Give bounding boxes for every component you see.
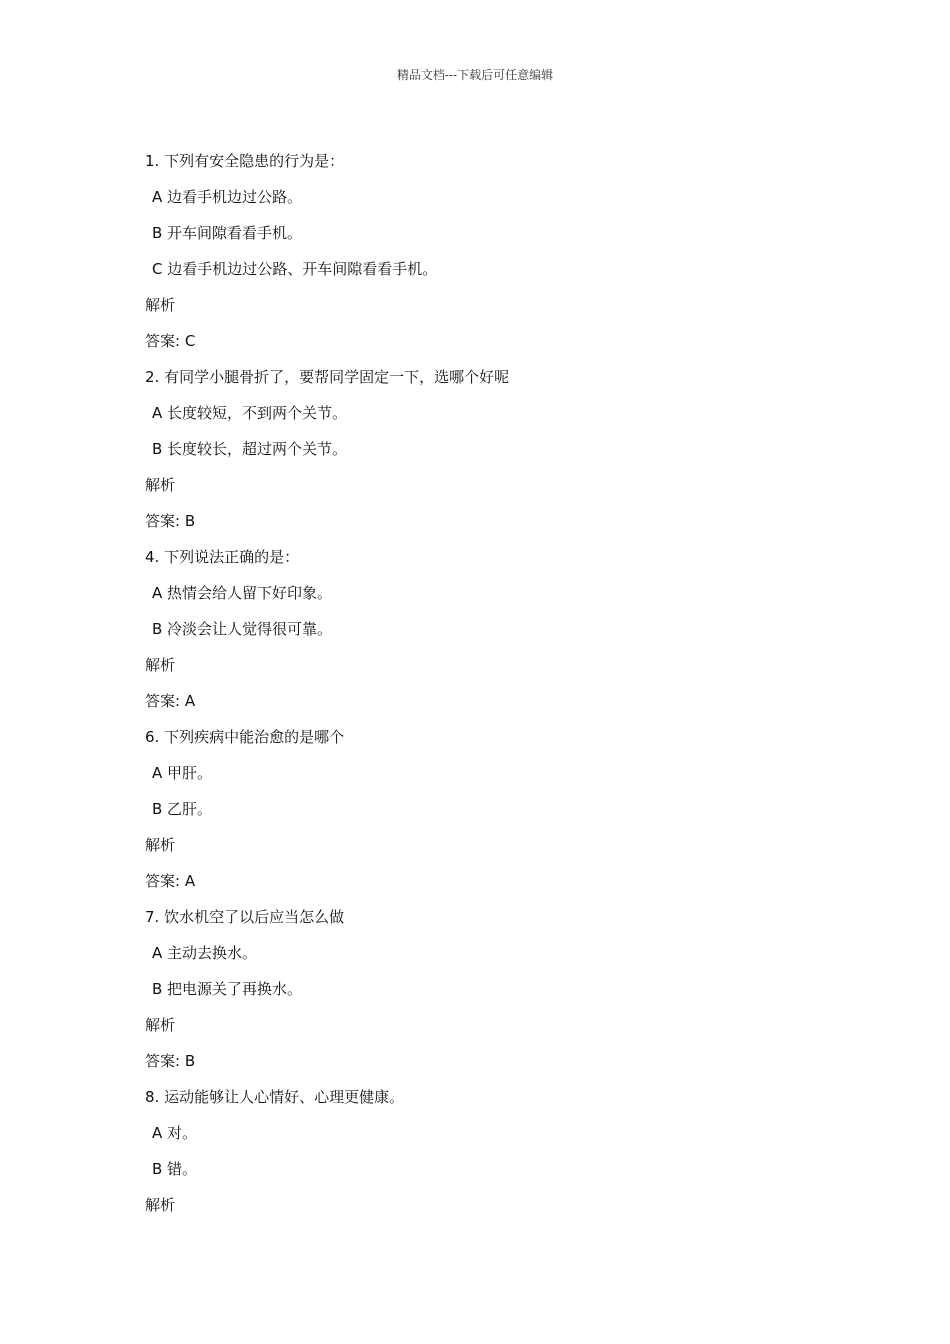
analysis-label: 解析	[145, 1016, 176, 1034]
question-text: 2. 有同学小腿骨折了，要帮同学固定一下，选哪个好呢	[145, 368, 510, 386]
option-a: A 边看手机边过公路。	[152, 188, 303, 206]
option-c: C 边看手机边过公路、开车间隙看看手机。	[152, 260, 438, 278]
option-b: B 把电源关了再换水。	[152, 980, 303, 998]
analysis-label: 解析	[145, 836, 176, 854]
option-a: A 对。	[152, 1124, 198, 1142]
option-b: B 乙肝。	[152, 800, 213, 818]
option-a: A 甲肝。	[152, 764, 213, 782]
question-text: 8. 运动能够让人心情好、心理更健康。	[145, 1088, 405, 1106]
analysis-label: 解析	[145, 476, 176, 494]
answer-text: 答案: B	[145, 512, 196, 530]
question-list	[145, 143, 845, 1223]
question-text: 7. 饮水机空了以后应当怎么做	[145, 908, 345, 926]
analysis-label: 解析	[145, 1196, 176, 1214]
option-a: A 主动去换水。	[152, 944, 258, 962]
option-b: B 开车间隙看看手机。	[152, 224, 303, 242]
answer-text: 答案: B	[145, 1052, 196, 1070]
question-text: 4. 下列说法正确的是：	[145, 548, 300, 566]
option-b: B 长度较长，超过两个关节。	[152, 440, 348, 458]
answer-text: 答案: A	[145, 692, 196, 710]
analysis-label: 解析	[145, 296, 176, 314]
option-b: B 冷淡会让人觉得很可靠。	[152, 620, 333, 638]
question-text: 1. 下列有安全隐患的行为是：	[145, 152, 345, 170]
page-header: 精品文档---下载后可任意编辑	[396, 68, 554, 82]
analysis-label: 解析	[145, 656, 176, 674]
question-text: 6. 下列疾病中能治愈的是哪个	[145, 728, 345, 746]
option-a: A 长度较短，不到两个关节。	[152, 404, 348, 422]
option-b: B 错。	[152, 1160, 198, 1178]
answer-text: 答案: A	[145, 872, 196, 890]
answer-text: 答案: C	[145, 332, 196, 350]
option-a: A 热情会给人留下好印象。	[152, 584, 333, 602]
